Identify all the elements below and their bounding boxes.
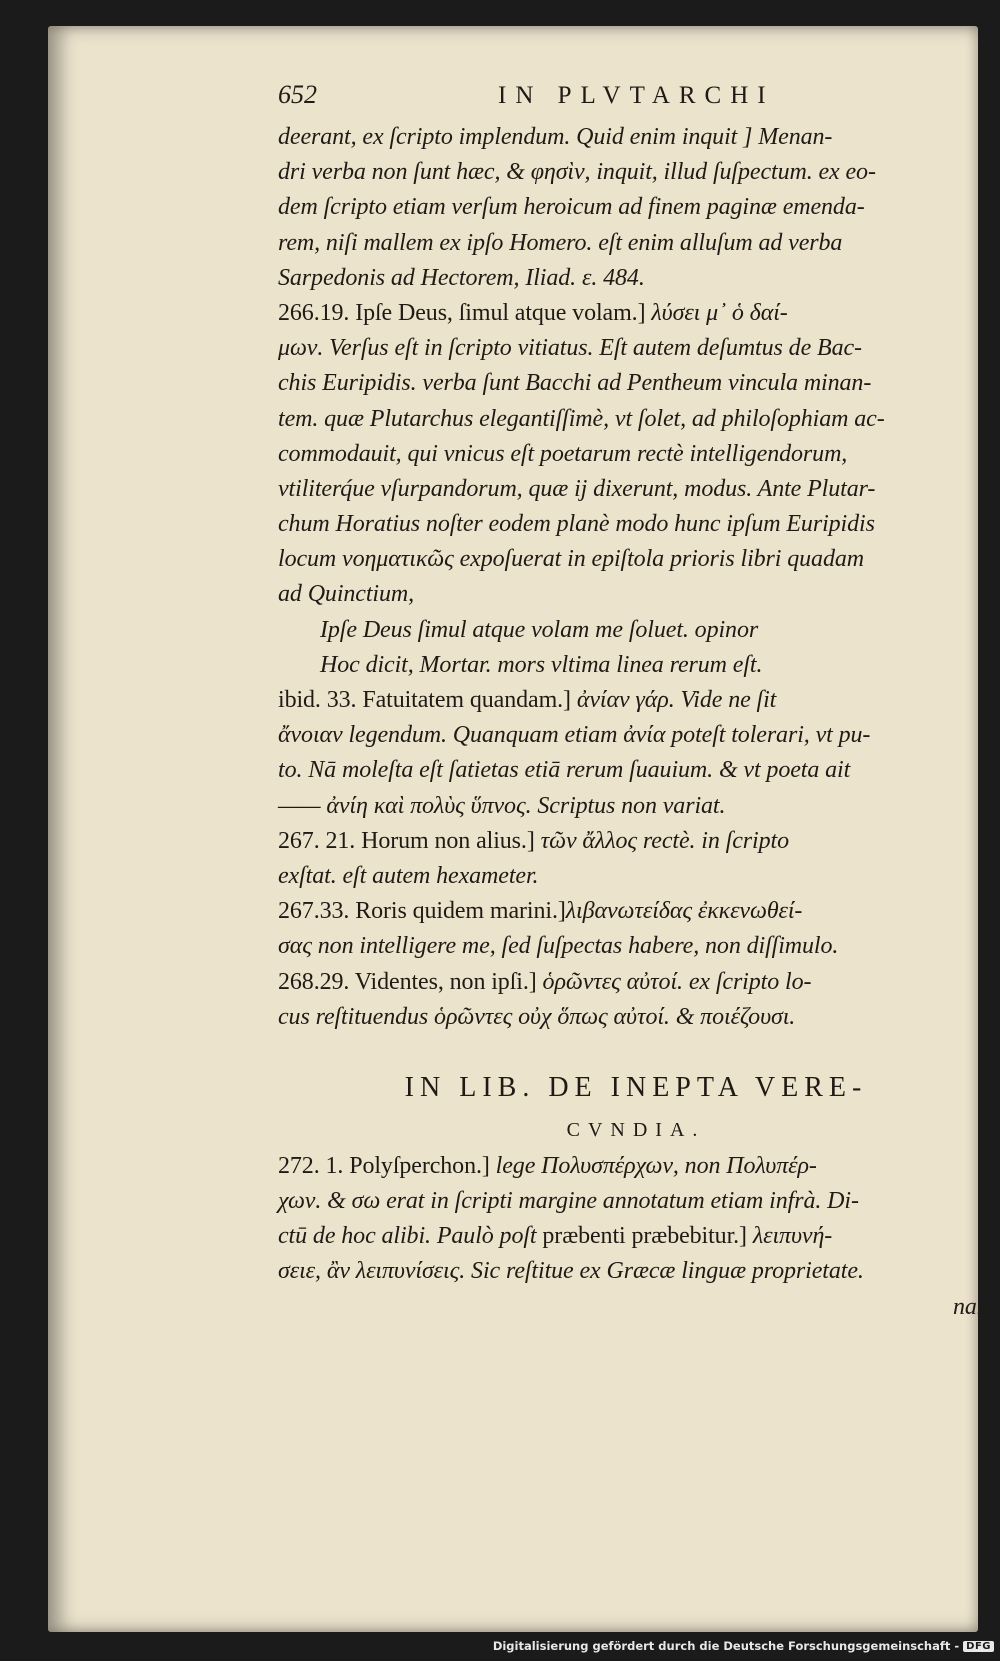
text-line: to. Nā moleſta eſt ſatietas etiā rerum ſuauium. & vt poeta ait xyxy=(278,757,851,784)
entry-text: λιβανωτείδας ἐκκενωθεί- xyxy=(565,898,803,925)
text-line: cus reſtituendus ὁρῶντες οὐχ ὅπως αὐτοί. & ποιέζουσι. xyxy=(278,1003,796,1030)
text-line: ἄνοιαν legendum. Quanquam etiam ἀνία poteſt tolerari, vt pu- xyxy=(278,722,871,749)
entry-text: τῶν ἄλλος rectè. in ſcripto xyxy=(534,827,789,854)
text-line: vtiliterq́ue vſurpandorum, quæ ij dixerunt, modus. Ante Plutar- xyxy=(278,475,876,502)
section-title: IN LIB. DE INEPTA VERE- xyxy=(404,1071,868,1103)
entry-text: λειπυνή- xyxy=(746,1223,833,1250)
entry-text: ἀνίαν γάρ. Vide ne ſit xyxy=(570,687,777,713)
quote-line: Ipſe Deus ſimul atque volam me ſoluet. opinor xyxy=(320,616,759,643)
entry-reference: præbenti præbebitur.] xyxy=(536,1223,747,1250)
entry-reference: 272. 1. Polyſperchon.] xyxy=(278,1152,490,1179)
catchword: nam xyxy=(952,1293,994,1320)
entry-reference: 267. 21. Horum non alius.] xyxy=(278,827,535,854)
entry-text: ὁρῶντες αὐτοί. ex ſcripto lo- xyxy=(536,968,812,995)
entry-line xyxy=(278,965,994,1000)
section-subtitle: CVNDIA. xyxy=(566,1118,706,1141)
entry-text: ctū de hoc alibi. Paulò poſt xyxy=(278,1223,537,1250)
text-line: chum Horatius noſter eodem planè modo hunc ipſum Euripidis xyxy=(278,511,875,538)
dfg-logo: DFG xyxy=(963,1641,994,1652)
entry-reference: ibid. 33. Fatuitatem quandam.] xyxy=(278,687,571,713)
entry-line xyxy=(278,683,994,718)
text-line: chis Euripidis. verba ſunt Bacchi ad Pentheum vincula minan- xyxy=(278,370,872,397)
text-line: rem, niſi mallem ex ipſo Homero. eſt enim alluſum ad verba xyxy=(278,229,843,256)
text-line: tem. quæ Plutarchus elegantiſſimè, vt ſolet, ad philoſophiam ac- xyxy=(278,405,885,432)
entry-reference: 268.29. Videntes, non ipſi.] xyxy=(278,968,537,995)
credit-text: Digitalisierung gefördert durch die Deutsche Forschungsgemeinschaft - xyxy=(492,1639,960,1653)
entry-reference: 267.33. Roris quidem marini.] xyxy=(278,898,566,925)
running-head: IN PLVTARCHI xyxy=(498,82,775,109)
page-header xyxy=(278,80,994,120)
entry-line xyxy=(278,296,994,331)
digitization-credit xyxy=(493,1639,994,1653)
text-line: commodauit, qui vnicus eſt poetarum rectè intelligendorum, xyxy=(278,440,848,467)
entry-text: lege Πολυσπέρχων, non Πολυπέρ- xyxy=(489,1152,817,1179)
text-line: deerant, ex ſcripto implendum. Quid enim inquit ] Menan- xyxy=(278,124,833,150)
text-line: —— ἀνίη καὶ πολὺς ὕπνος. Scriptus non variat. xyxy=(278,792,726,819)
text-line: σειε, ἂν λειπυνίσεις. Sic reſtitue ex Græcæ linguæ proprietate. xyxy=(278,1258,864,1285)
entry-line xyxy=(278,1219,994,1254)
text-line: ad Quinctium, xyxy=(278,581,415,608)
entry-line xyxy=(278,1149,994,1184)
text-line: μων. Verſus eſt in ſcripto vitiatus. Eſt autem deſumtus de Bac- xyxy=(278,335,862,362)
quote-line: Hoc dicit, Mortar. mors vltima linea rerum eſt. xyxy=(320,651,763,678)
text-line: exſtat. eſt autem hexameter. xyxy=(278,862,539,889)
text-line: Sarpedonis ad Hectorem, Iliad. ε. 484. xyxy=(278,264,645,291)
entry-text: λύσει μ᾽ ὁ δαί- xyxy=(645,299,788,326)
text-line: χων. & σω erat in ſcripti margine annotatum etiam infrà. Di- xyxy=(278,1188,859,1215)
entry-reference: 266.19. Ipſe Deus, ſimul atque volam.] xyxy=(278,299,646,326)
page-number: 652 xyxy=(278,80,317,109)
entry-line xyxy=(278,824,994,859)
text-line: σας non intelligere me, ſed ſuſpectas habere, non diſſimulo. xyxy=(278,933,839,960)
text-line: dri verba non ſunt hæc, & φησὶν, inquit, illud ſuſpectum. ex eo- xyxy=(278,159,876,186)
text-line: locum νοηματικῶς expoſuerat in epiſtola prioris libri quadam xyxy=(278,546,864,573)
text-line: dem ſcripto etiam verſum heroicum ad finem paginæ emenda- xyxy=(278,194,865,221)
entry-line xyxy=(278,894,994,929)
page-text xyxy=(278,80,994,1325)
